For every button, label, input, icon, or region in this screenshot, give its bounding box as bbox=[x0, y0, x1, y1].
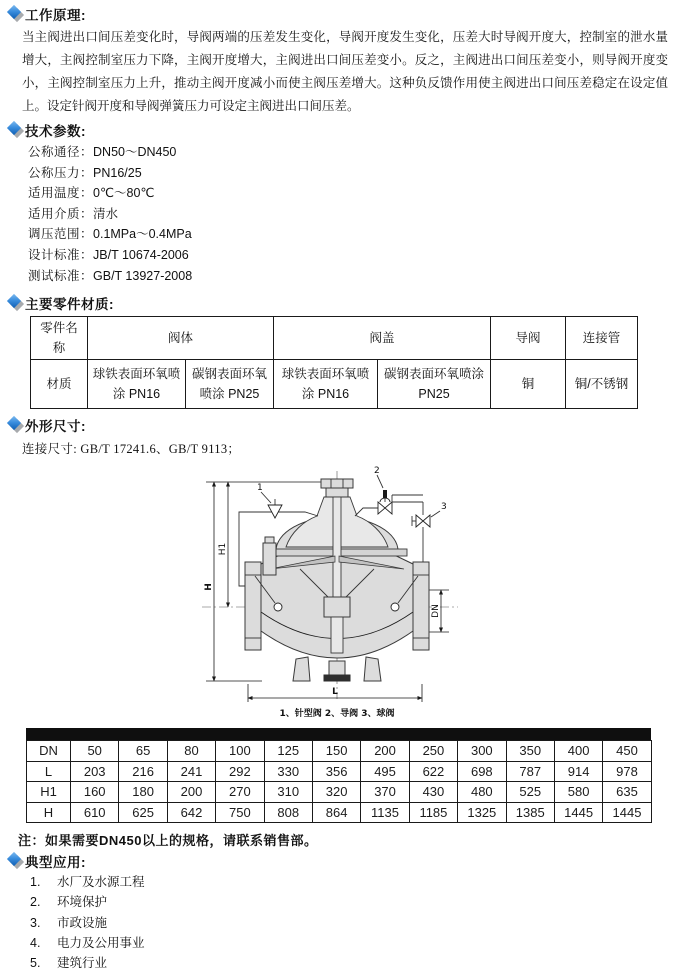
size-cell: 400 bbox=[554, 741, 602, 762]
size-row-label: H1 bbox=[27, 782, 71, 803]
diamond-bullet-icon bbox=[6, 852, 25, 869]
tech-param-row bbox=[28, 224, 684, 245]
param-label: 测试标准： bbox=[28, 268, 94, 283]
size-cell: 642 bbox=[167, 802, 215, 823]
size-cell: 864 bbox=[312, 802, 360, 823]
size-row-label: H bbox=[27, 802, 71, 823]
size-cell: 525 bbox=[506, 782, 554, 803]
param-label: 公称压力： bbox=[28, 165, 94, 180]
size-cell: 480 bbox=[458, 782, 506, 803]
param-label: 调压范围： bbox=[28, 227, 94, 242]
materials-table bbox=[30, 316, 638, 409]
param-label: 适用温度： bbox=[28, 186, 94, 201]
size-cell: 292 bbox=[216, 761, 264, 782]
tech-param-row bbox=[28, 163, 684, 184]
dim-label-h1: H1 bbox=[218, 542, 228, 556]
size-cell: 250 bbox=[409, 741, 457, 762]
tech-param-row bbox=[28, 266, 684, 287]
size-table bbox=[26, 740, 652, 823]
size-cell: 125 bbox=[264, 741, 312, 762]
materials-cell: 碳钢表面环氧喷涂 PN25 bbox=[378, 360, 491, 409]
size-cell: 330 bbox=[264, 761, 312, 782]
size-cell: 1445 bbox=[603, 802, 651, 823]
size-cell: 320 bbox=[312, 782, 360, 803]
param-value: 0℃～80℃ bbox=[93, 186, 155, 201]
param-value: PN16/25 bbox=[93, 165, 142, 180]
section-header-working-principle bbox=[6, 4, 684, 23]
application-number: 5. bbox=[30, 956, 41, 971]
param-value: 清水 bbox=[93, 206, 119, 221]
dimension-h bbox=[204, 482, 214, 681]
dim-label-h: H bbox=[204, 583, 214, 591]
drain-flange bbox=[324, 675, 350, 681]
size-cell: 200 bbox=[361, 741, 409, 762]
size-table-row-L bbox=[27, 761, 652, 782]
section-header-tech-params bbox=[6, 120, 684, 139]
tech-param-row bbox=[28, 204, 684, 225]
size-cell: 1445 bbox=[554, 802, 602, 823]
application-item bbox=[30, 933, 684, 953]
size-cell: 430 bbox=[409, 782, 457, 803]
size-table-row-H bbox=[27, 802, 652, 823]
size-cell: 300 bbox=[458, 741, 506, 762]
size-cell: 1325 bbox=[458, 802, 506, 823]
materials-col-header: 阀盖 bbox=[274, 317, 491, 360]
materials-header-row bbox=[31, 317, 638, 360]
size-cell: 80 bbox=[167, 741, 215, 762]
application-number: 2. bbox=[30, 895, 41, 910]
param-value: 0.1MPa～0.4MPa bbox=[93, 227, 192, 242]
size-cell: 370 bbox=[361, 782, 409, 803]
size-cell: 610 bbox=[71, 802, 119, 823]
dim-label-dn: DN bbox=[431, 604, 441, 618]
section-header-applications bbox=[6, 851, 684, 870]
materials-data-row bbox=[31, 360, 638, 409]
section-title: 外形尺寸: bbox=[25, 418, 86, 434]
note-text: 注：如果需要DN450以上的规格，请联系销售部。 bbox=[18, 833, 318, 849]
size-cell: 495 bbox=[361, 761, 409, 782]
size-cell: 1135 bbox=[361, 802, 409, 823]
materials-col-header: 连接管 bbox=[566, 317, 638, 360]
application-text: 环境保护 bbox=[57, 895, 108, 910]
dim-label-l: L bbox=[332, 687, 338, 698]
flange-bolt-hole bbox=[391, 603, 399, 611]
size-cell: 1185 bbox=[409, 802, 457, 823]
size-cell: 914 bbox=[554, 761, 602, 782]
size-cell: 216 bbox=[119, 761, 167, 782]
valve-foot-left bbox=[293, 657, 310, 681]
size-cell: 787 bbox=[506, 761, 554, 782]
diamond-bullet-icon bbox=[6, 294, 25, 311]
part-label-1: 1 bbox=[257, 483, 263, 494]
pilot-valve-symbol bbox=[378, 490, 392, 514]
size-cell: 808 bbox=[264, 802, 312, 823]
param-label: 设计标准： bbox=[28, 247, 94, 262]
size-cell: 200 bbox=[167, 782, 215, 803]
size-cell: 622 bbox=[409, 761, 457, 782]
working-principle-text: 当主阀进出口间压差变化时，导阀两端的压差发生变化，导阀开度发生变化，压差大时导阀开度大，控制室的泄水量增大，主阀控制室压力下降，主阀开度增大，主阀进出口间压差变小。反之，主阀进出口间压差变小，则导阀开度变小，主阀控制室压力上升，推动主阀开度减小而使主阀压差增大。这种负反馈作用使主阀进出口间压差稳定在设定值上。设定针阀开度和导阀弹簧压力可设定主阀进出口间压差。 bbox=[22, 30, 668, 113]
size-cell: 450 bbox=[603, 741, 651, 762]
diamond-bullet-icon bbox=[6, 416, 25, 433]
size-cell: 350 bbox=[506, 741, 554, 762]
size-cell: 203 bbox=[71, 761, 119, 782]
valve-technical-drawing bbox=[150, 459, 510, 724]
size-cell: 160 bbox=[71, 782, 119, 803]
section-title: 工作原理: bbox=[25, 7, 86, 23]
application-number: 4. bbox=[30, 936, 41, 951]
part-label-3: 3 bbox=[441, 502, 447, 513]
size-cell: 241 bbox=[167, 761, 215, 782]
size-row-label: DN bbox=[27, 741, 71, 762]
param-value: GB/T 13927-2008 bbox=[93, 268, 193, 283]
section-title: 技术参数: bbox=[25, 123, 86, 139]
size-table-row-DN bbox=[27, 741, 652, 762]
size-cell: 635 bbox=[603, 782, 651, 803]
ball-valve-symbol bbox=[412, 515, 430, 527]
application-text: 建筑行业 bbox=[57, 956, 108, 971]
datasheet-page bbox=[0, 4, 684, 971]
section-header-materials bbox=[6, 293, 684, 312]
param-value: DN50～DN450 bbox=[93, 145, 177, 159]
side-tube bbox=[263, 543, 276, 575]
materials-col-header: 零件名称 bbox=[31, 317, 88, 360]
section-header-outline bbox=[6, 415, 684, 434]
param-label: 适用介质： bbox=[28, 206, 94, 221]
size-cell: 65 bbox=[119, 741, 167, 762]
size-cell: 270 bbox=[216, 782, 264, 803]
tech-params-list bbox=[28, 142, 684, 286]
application-text: 市政设施 bbox=[57, 915, 108, 930]
tech-param-row bbox=[28, 245, 684, 266]
materials-cell: 球铁表面环氧喷涂 PN16 bbox=[274, 360, 378, 409]
size-cell: 50 bbox=[71, 741, 119, 762]
size-row-label: L bbox=[27, 761, 71, 782]
drawing-caption: 1、针型阀 2、导阀 3、球阀 bbox=[279, 709, 395, 720]
application-item bbox=[30, 892, 684, 912]
param-value: JB/T 10674-2006 bbox=[93, 247, 189, 262]
dimension-l bbox=[248, 684, 422, 702]
size-cell: 1385 bbox=[506, 802, 554, 823]
application-number: 3. bbox=[30, 915, 41, 930]
size-cell: 100 bbox=[216, 741, 264, 762]
section-title: 主要零件材质: bbox=[25, 296, 114, 312]
dimension-h1 bbox=[218, 482, 228, 607]
tech-param-row bbox=[28, 142, 684, 163]
drain-boss bbox=[329, 661, 345, 676]
connection-standard-text: 连接尺寸: GB/T 17241.6、GB/T 9113； bbox=[22, 442, 241, 457]
application-item bbox=[30, 953, 684, 973]
tech-param-row bbox=[28, 183, 684, 204]
size-cell: 356 bbox=[312, 761, 360, 782]
section-title: 典型应用: bbox=[25, 854, 86, 870]
size-table-header-bar bbox=[26, 728, 651, 740]
stem-guide bbox=[331, 617, 343, 653]
size-cell: 580 bbox=[554, 782, 602, 803]
application-text: 电力及公用事业 bbox=[57, 936, 145, 951]
application-number: 1. bbox=[30, 875, 41, 890]
param-label: 公称通径： bbox=[28, 145, 94, 159]
size-cell: 625 bbox=[119, 802, 167, 823]
materials-cell: 铜/不锈钢 bbox=[566, 360, 638, 409]
materials-row-label: 材质 bbox=[31, 360, 88, 409]
size-cell: 180 bbox=[119, 782, 167, 803]
materials-col-header: 导阀 bbox=[491, 317, 566, 360]
application-item bbox=[30, 872, 684, 892]
top-cap bbox=[321, 479, 353, 488]
diamond-bullet-icon bbox=[6, 5, 25, 22]
materials-cell: 铜 bbox=[491, 360, 566, 409]
materials-cell: 球铁表面环氧喷涂 PN16 bbox=[88, 360, 186, 409]
materials-col-header: 阀体 bbox=[88, 317, 274, 360]
part-label-2: 2 bbox=[374, 466, 380, 477]
valve-foot-right bbox=[364, 657, 381, 681]
application-text: 水厂及水源工程 bbox=[57, 875, 145, 890]
diamond-bullet-icon bbox=[6, 121, 25, 138]
materials-cell: 碳钢表面环氧喷涂 PN25 bbox=[186, 360, 274, 409]
flange-bolt-hole bbox=[274, 603, 282, 611]
valve-seat bbox=[324, 597, 350, 617]
size-cell: 978 bbox=[603, 761, 651, 782]
size-cell: 750 bbox=[216, 802, 264, 823]
size-cell: 310 bbox=[264, 782, 312, 803]
size-table-row-H1 bbox=[27, 782, 652, 803]
size-cell: 150 bbox=[312, 741, 360, 762]
size-cell: 698 bbox=[458, 761, 506, 782]
